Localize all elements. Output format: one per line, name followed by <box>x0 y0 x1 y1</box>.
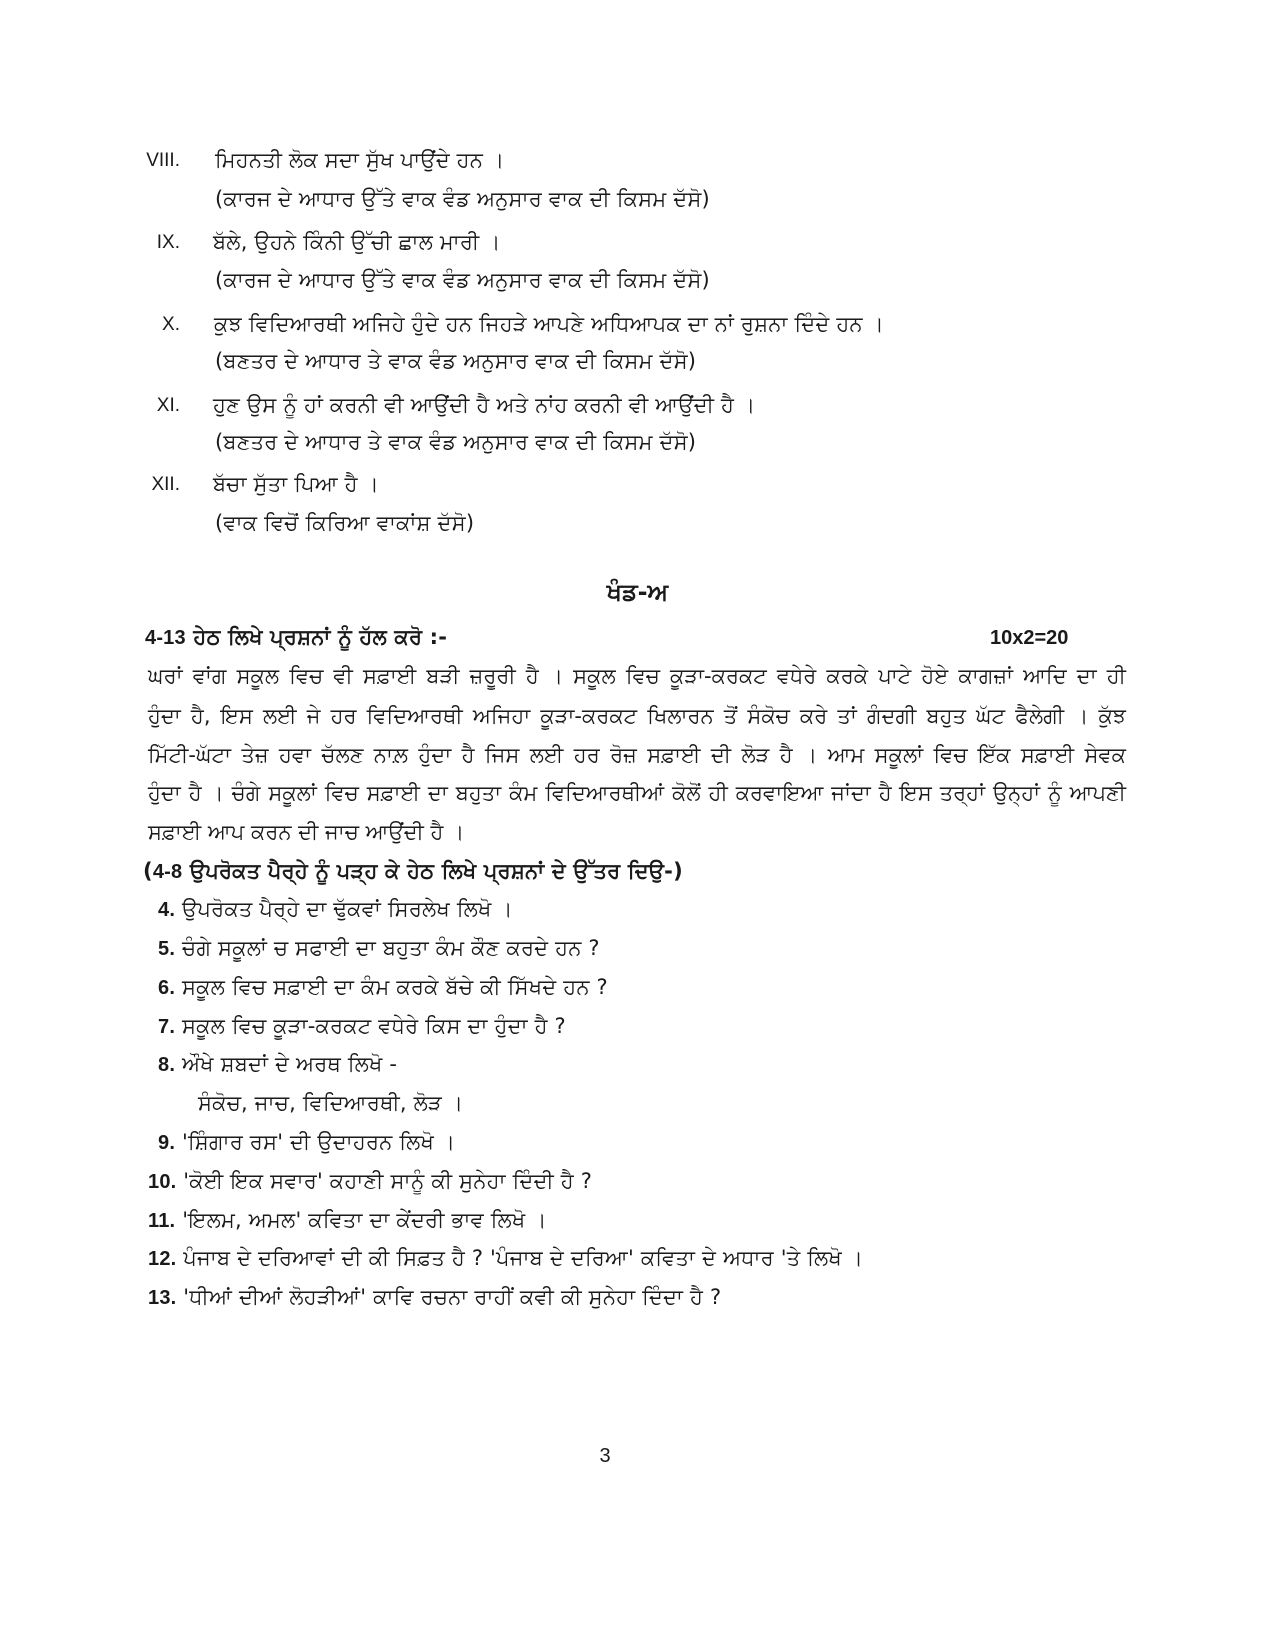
question-number: 6. <box>158 977 176 999</box>
question-9 <box>158 1130 455 1155</box>
question-text: ਸਕੂਲ ਵਿਚ ਕੂੜਾ-ਕਰਕਟ ਵਧੇਰੇ ਕਿਸ ਦਾ ਹੁੰਦਾ ਹੈ ? <box>175 1014 566 1038</box>
question-number: 5. <box>158 938 176 960</box>
paragraph-line: ਸਫ਼ਾਈ ਆਪ ਕਰਨ ਦੀ ਜਾਚ ਆਉਂਦੀ ਹੈ । <box>148 820 465 844</box>
item-instruction: (ਕਾਰਜ ਦੇ ਆਧਾਰ ਉੱਤੇ ਵਾਕ ਵੰਡ ਅਨੁਸਾਰ ਵਾਕ ਦੀ ਕਿਸਮ ਦੱਸੋ) <box>215 187 710 211</box>
page-number: 3 <box>599 1445 611 1467</box>
section-title <box>145 625 447 650</box>
section-title-text: ਹੇਠ ਲਿਖੇ ਪ੍ਰਸ਼ਨਾਂ ਨੂੰ ਹੱਲ ਕਰੋ :- <box>185 625 448 649</box>
question-text: 'ਕੋਈ ਇਕ ਸਵਾਰ' ਕਹਾਣੀ ਸਾਨੂੰ ਕੀ ਸੁਨੇਹਾ ਦਿੰਦੀ ਹੈ ? <box>176 1169 593 1193</box>
item-sentence: ਮਿਹਨਤੀ ਲੋਕ ਸਦਾ ਸੁੱਖ ਪਾਉਂਦੇ ਹਨ । <box>215 148 505 172</box>
item-sentence: ਬੱਲੇ, ਉਹਨੇ ਕਿੰਨੀ ਉੱਚੀ ਛਾਲ ਮਾਰੀ । <box>213 230 501 254</box>
question-text: ਸੰਕੋਚ, ਜਾਚ, ਵਿਦਿਆਰਥੀ, ਲੋੜ । <box>198 1091 464 1115</box>
question-number: 12. <box>148 1248 177 1270</box>
item-number: VIII. <box>146 150 180 171</box>
sub-instruction-text: ਉਪਰੋਕਤ ਪੈਰ੍ਹੇ ਨੂੰ ਪੜ੍ਹ ਕੇ ਹੇਠ ਲਿਖੇ ਪ੍ਰਸ਼ਨਾਂ ਦੇ ਉੱਤਰ ਦਿਉ-) <box>182 859 683 883</box>
question-number: 8. <box>158 1054 176 1076</box>
item-instruction: (ਬਣਤਰ ਦੇ ਆਧਾਰ ਤੇ ਵਾਕ ਵੰਡ ਅਨੁਸਾਰ ਵਾਕ ਦੀ ਕਿਸਮ ਦੱਸੋ) <box>215 430 697 454</box>
question-number: 7. <box>158 1016 176 1038</box>
question-11 <box>148 1208 547 1233</box>
sub-instruction <box>143 859 683 884</box>
item-instruction: (ਕਾਰਜ ਦੇ ਆਧਾਰ ਉੱਤੇ ਵਾਕ ਵੰਡ ਅਨੁਸਾਰ ਵਾਕ ਦੀ ਕਿਸਮ ਦੱਸੋ) <box>215 268 710 292</box>
item-number: X. <box>162 314 180 335</box>
question-text: 'ਧੀਆਂ ਦੀਆਂ ਲੋਹੜੀਆਂ' ਕਾਵਿ ਰਚਨਾ ਰਾਹੀਂ ਕਵੀ ਕੀ ਸੁਨੇਹਾ ਦਿੰਦਾ ਹੈ ? <box>176 1285 722 1309</box>
item-instruction: (ਵਾਕ ਵਿਚੋਂ ਕਿਰਿਆ ਵਾਕਾਂਸ਼ ਦੱਸੋ) <box>215 511 475 535</box>
paragraph-line: ਮਿੱਟੀ-ਘੱਟਾ ਤੇਜ਼ ਹਵਾ ਚੱਲਣ ਨਾਲ਼ ਹੁੰਦਾ ਹੈ ਜਿਸ ਲਈ ਹਰ ਰੋਜ਼ ਸਫ਼ਾਈ ਦੀ ਲੋੜ ਹੈ । ਆਮ ਸਕੂਲਾਂ ਵਿਚ ਇੱਕ ਸਫ਼ਾਈ ਸੇਵਕ <box>148 743 1126 767</box>
question-text: 'ਸ਼ਿੰਗਾਰ ਰਸ' ਦੀ ਉਦਾਹਰਨ ਲਿਖੋ । <box>175 1130 456 1154</box>
question-text: 'ਇਲਮ, ਅਮਲ' ਕਵਿਤਾ ਦਾ ਕੇਂਦਰੀ ਭਾਵ ਲਿਖੋ । <box>175 1208 547 1232</box>
item-sentence: ਹੁਣ ਉਸ ਨੂੰ ਹਾਂ ਕਰਨੀ ਵੀ ਆਉਂਦੀ ਹੈ ਅਤੇ ਨਾਂਹ ਕਰਨੀ ਵੀ ਆਉਂਦੀ ਹੈ । <box>213 393 756 417</box>
question-6 <box>158 975 608 1000</box>
question-number: 10. <box>148 1171 177 1193</box>
paragraph-line: ਹੁੰਦਾ ਹੈ । ਚੰਗੇ ਸਕੂਲਾਂ ਵਿਚ ਸਫ਼ਾਈ ਦਾ ਬਹੁਤਾ ਕੰਮ ਵਿਦਿਆਰਥੀਆਂ ਕੋਲੋਂ ਹੀ ਕਰਵਾਇਆ ਜਾਂਦਾ ਹੈ ਇਸ ਤਰ੍ਹਾਂ ਉਨ੍ਹਾਂ ਨੂੰ ਆਪਣੀ <box>148 781 1126 805</box>
sub-instruction-number: 4-8 <box>152 861 183 883</box>
question-number: 4. <box>158 899 176 921</box>
question-13 <box>148 1285 721 1310</box>
section-heading: ਖੰਡ-ਅ <box>606 578 669 606</box>
paragraph-line: ਘਰਾਂ ਵਾਂਗ ਸਕੂਲ ਵਿਚ ਵੀ ਸਫ਼ਾਈ ਬੜੀ ਜ਼ਰੂਰੀ ਹੈ । ਸਕੂਲ ਵਿਚ ਕੂੜਾ-ਕਰਕਟ ਵਧੇਰੇ ਕਰਕੇ ਪਾਟੇ ਹੋਏ ਕਾਗਜ਼ਾਂ ਆਦਿ ਦਾ ਹੀ <box>148 664 1126 688</box>
section-title-number: 4-13 <box>145 627 186 649</box>
question-number: 13. <box>148 1287 177 1309</box>
question-number: 11. <box>148 1210 176 1232</box>
question-text: ਚੰਗੇ ਸਕੂਲਾਂ ਚ ਸਫਾਈ ਦਾ ਬਹੁਤਾ ਕੰਮ ਕੌਣ ਕਰਦੇ ਹਨ ? <box>175 936 600 960</box>
section-marks: 10x2=20 <box>990 627 1069 649</box>
item-number: IX. <box>156 232 180 253</box>
item-instruction: (ਬਣਤਰ ਦੇ ਆਧਾਰ ਤੇ ਵਾਕ ਵੰਡ ਅਨੁਸਾਰ ਵਾਕ ਦੀ ਕਿਸਮ ਦੱਸੋ) <box>215 349 697 373</box>
question-8-words <box>198 1091 463 1116</box>
question-text: ਔਖੇ ਸ਼ਬਦਾਂ ਦੇ ਅਰਥ ਲਿਖੋ - <box>175 1052 398 1076</box>
question-5 <box>158 936 600 961</box>
item-sentence: ਕੁਝ ਵਿਦਿਆਰਥੀ ਅਜਿਹੇ ਹੁੰਦੇ ਹਨ ਜਿਹੜੇ ਆਪਣੇ ਅਧਿਆਪਕ ਦਾ ਨਾਂ ਰੁਸ਼ਨਾ ਦਿੰਦੇ ਹਨ । <box>214 312 884 336</box>
question-text: ਪੰਜਾਬ ਦੇ ਦਰਿਆਵਾਂ ਦੀ ਕੀ ਸਿਫ਼ਤ ਹੈ ? 'ਪੰਜਾਬ ਦੇ ਦਰਿਆ' ਕਵਿਤਾ ਦੇ ਅਧਾਰ 'ਤੇ ਲਿਖੋ । <box>176 1246 864 1270</box>
question-8 <box>158 1052 397 1077</box>
item-number: XI. <box>156 395 180 416</box>
question-4 <box>158 897 513 922</box>
question-10 <box>148 1169 592 1194</box>
item-sentence: ਬੱਚਾ ਸੁੱਤਾ ਪਿਆ ਹੈ । <box>213 472 379 496</box>
question-7 <box>158 1014 566 1039</box>
item-number: XII. <box>151 474 180 495</box>
question-text: ਸਕੂਲ ਵਿਚ ਸਫ਼ਾਈ ਦਾ ਕੰਮ ਕਰਕੇ ਬੱਚੇ ਕੀ ਸਿੱਖਦੇ ਹਨ ? <box>175 975 608 999</box>
question-number: 9. <box>158 1132 176 1154</box>
sub-instruction-prefix: ( <box>143 859 153 883</box>
question-text: ਉਪਰੋਕਤ ਪੈਰ੍ਹੇ ਦਾ ਢੁੱਕਵਾਂ ਸਿਰਲੇਖ ਲਿਖੋ । <box>175 897 513 921</box>
question-12 <box>148 1246 863 1271</box>
paragraph-line: ਹੁੰਦਾ ਹੈ, ਇਸ ਲਈ ਜੇ ਹਰ ਵਿਦਿਆਰਥੀ ਅਜਿਹਾ ਕੂੜਾ-ਕਰਕਟ ਖਿਲਾਰਨ ਤੋਂ ਸੰਕੋਚ ਕਰੇ ਤਾਂ ਗੰਦਗੀ ਬਹੁਤ ਘੱਟ ਫੈਲੇਗੀ । ਕੁੱਝ <box>148 704 1126 728</box>
